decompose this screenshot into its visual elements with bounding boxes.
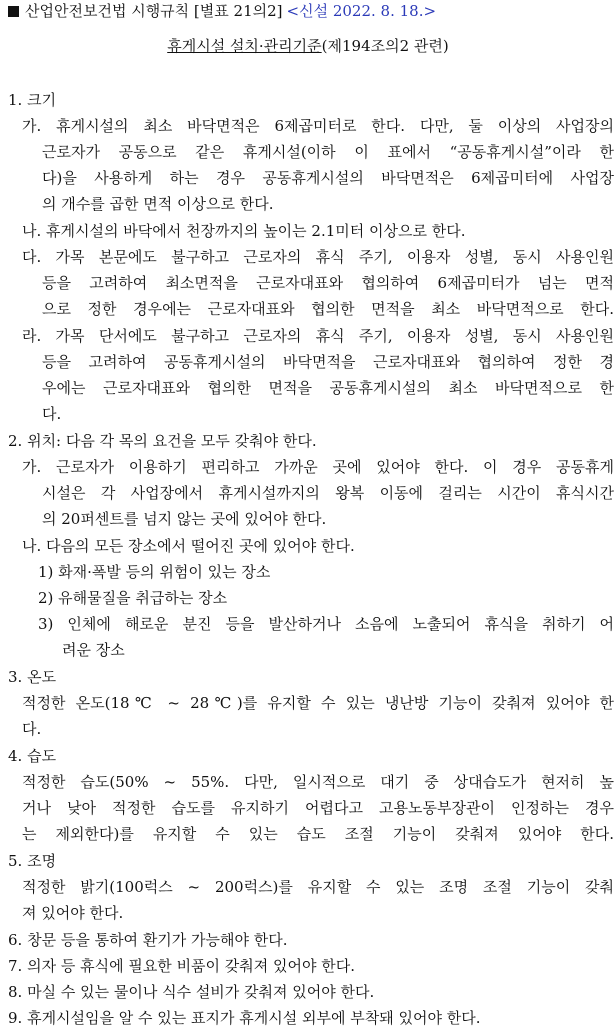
paragraph-line: 나. 다음의 모든 장소에서 떨어진 곳에 있어야 한다. [22, 537, 355, 555]
paragraph-line: 다. 가목 본문에도 불구하고 근로자의 휴식 주기, 이용자 성별, 동시 사용인원 [22, 248, 614, 266]
paragraph-line: 거나 낮아 적정한 습도를 유지하기 어렵다고 고용노동부장관이 인정하는 경우 [22, 799, 614, 817]
paragraph-line: 으로 정한 경우에는 근로자대표와 협의한 면적을 최소 바닥면적으로 한다. [42, 300, 614, 318]
paragraph-line: 적정한 밝기(100럭스 ~ 200럭스)를 유지할 수 있는 조명 조절 기능이 갖춰 [22, 878, 614, 896]
paragraph-line: 시설은 각 사업장에서 휴게시설까지의 왕복 이동에 걸리는 시간이 휴식시간 [42, 484, 614, 502]
paragraph-line: 가. 근로자가 이용하기 편리하고 가까운 곳에 있어야 한다. 이 경우 공동휴게 [22, 458, 614, 476]
title-ref: (제194조의2 관련) [321, 37, 449, 55]
paragraph-line: 근로자가 공동으로 같은 휴게시설(이하 이 표에서 “공동휴게시설”이라 한 [42, 143, 614, 161]
section-heading: 8. 마실 수 있는 물이나 식수 설비가 갖춰져 있어야 한다. [8, 983, 375, 1001]
paragraph-line: 등을 고려하여 최소면적을 근로자대표와 협의하여 6제곱미터가 넘는 면적 [42, 274, 614, 292]
law-reference: 산업안전보건법 시행규칙 [별표 21의2] [25, 2, 283, 20]
page-title [0, 34, 616, 58]
paragraph-line: 적정한 온도(18℃ ~ 28℃)를 유지할 수 있는 냉난방 기능이 갖춰져 있어야 한 [22, 694, 614, 712]
paragraph-line: 우에는 근로자대표와 협의한 면적을 공동휴게시설의 최소 바닥면적으로 한 [42, 379, 614, 397]
paragraph-line: 의 개수를 곱한 면적 이상으로 한다. [42, 195, 274, 213]
paragraph-line: 나. 휴게시설의 바닥에서 천장까지의 높이는 2.1미터 이상으로 한다. [22, 222, 466, 240]
list-item: 2) 유해물질을 취급하는 장소 [38, 589, 228, 607]
square-bullet-icon [8, 6, 19, 17]
section-heading: 9. 휴게시설임을 알 수 있는 표지가 휴게시설 외부에 부착돼 있어야 한다. [8, 1009, 481, 1027]
section-heading: 1. 크기 [8, 91, 57, 109]
document-header [8, 0, 436, 22]
paragraph-line: 다. [22, 720, 42, 738]
paragraph-line: 등을 고려하여 공동휴게시설의 바닥면적을 근로자대표와 협의하여 정한 경 [42, 353, 614, 371]
paragraph-line: 다)을 사용하게 하는 경우 공동휴게시설의 바닥면적은 6제곱미터에 사업장 [42, 169, 614, 187]
list-item: 려운 장소 [62, 641, 125, 659]
paragraph-line: 가. 휴게시설의 최소 바닥면적은 6제곱미터로 한다. 다만, 둘 이상의 사업장의 [22, 117, 614, 135]
title-main: 휴게시설 설치·관리기준 [167, 37, 322, 55]
section-heading: 5. 조명 [8, 852, 57, 870]
paragraph-line: 는 제외한다)를 유지할 수 있는 습도 조절 기능이 갖춰져 있어야 한다. [22, 825, 614, 843]
amendment-note: <신설 2022. 8. 18.> [286, 2, 437, 20]
section-heading: 4. 습도 [8, 747, 57, 765]
section-heading: 7. 의자 등 휴식에 필요한 비품이 갖춰져 있어야 한다. [8, 957, 356, 975]
paragraph-line: 라. 가목 단서에도 불구하고 근로자의 휴식 주기, 이용자 성별, 동시 사용인원 [22, 327, 614, 345]
section-heading: 2. 위치: 다음 각 목의 요건을 모두 갖춰야 한다. [8, 432, 317, 450]
paragraph-line: 적정한 습도(50% ~ 55%. 다만, 일시적으로 대기 중 상대습도가 현저히 높 [22, 773, 614, 791]
list-item: 1) 화재·폭발 등의 위험이 있는 장소 [38, 563, 271, 581]
section-heading: 6. 창문 등을 통하여 환기가 가능해야 한다. [8, 931, 288, 949]
section-heading: 3. 온도 [8, 668, 57, 686]
list-item: 3) 인체에 해로운 분진 등을 발산하거나 소음에 노출되어 휴식을 취하기 어 [38, 615, 614, 633]
paragraph-line: 다. [42, 405, 62, 423]
paragraph-line: 의 20퍼센트를 넘지 않는 곳에 있어야 한다. [42, 510, 327, 528]
paragraph-line: 져 있어야 한다. [22, 904, 124, 922]
